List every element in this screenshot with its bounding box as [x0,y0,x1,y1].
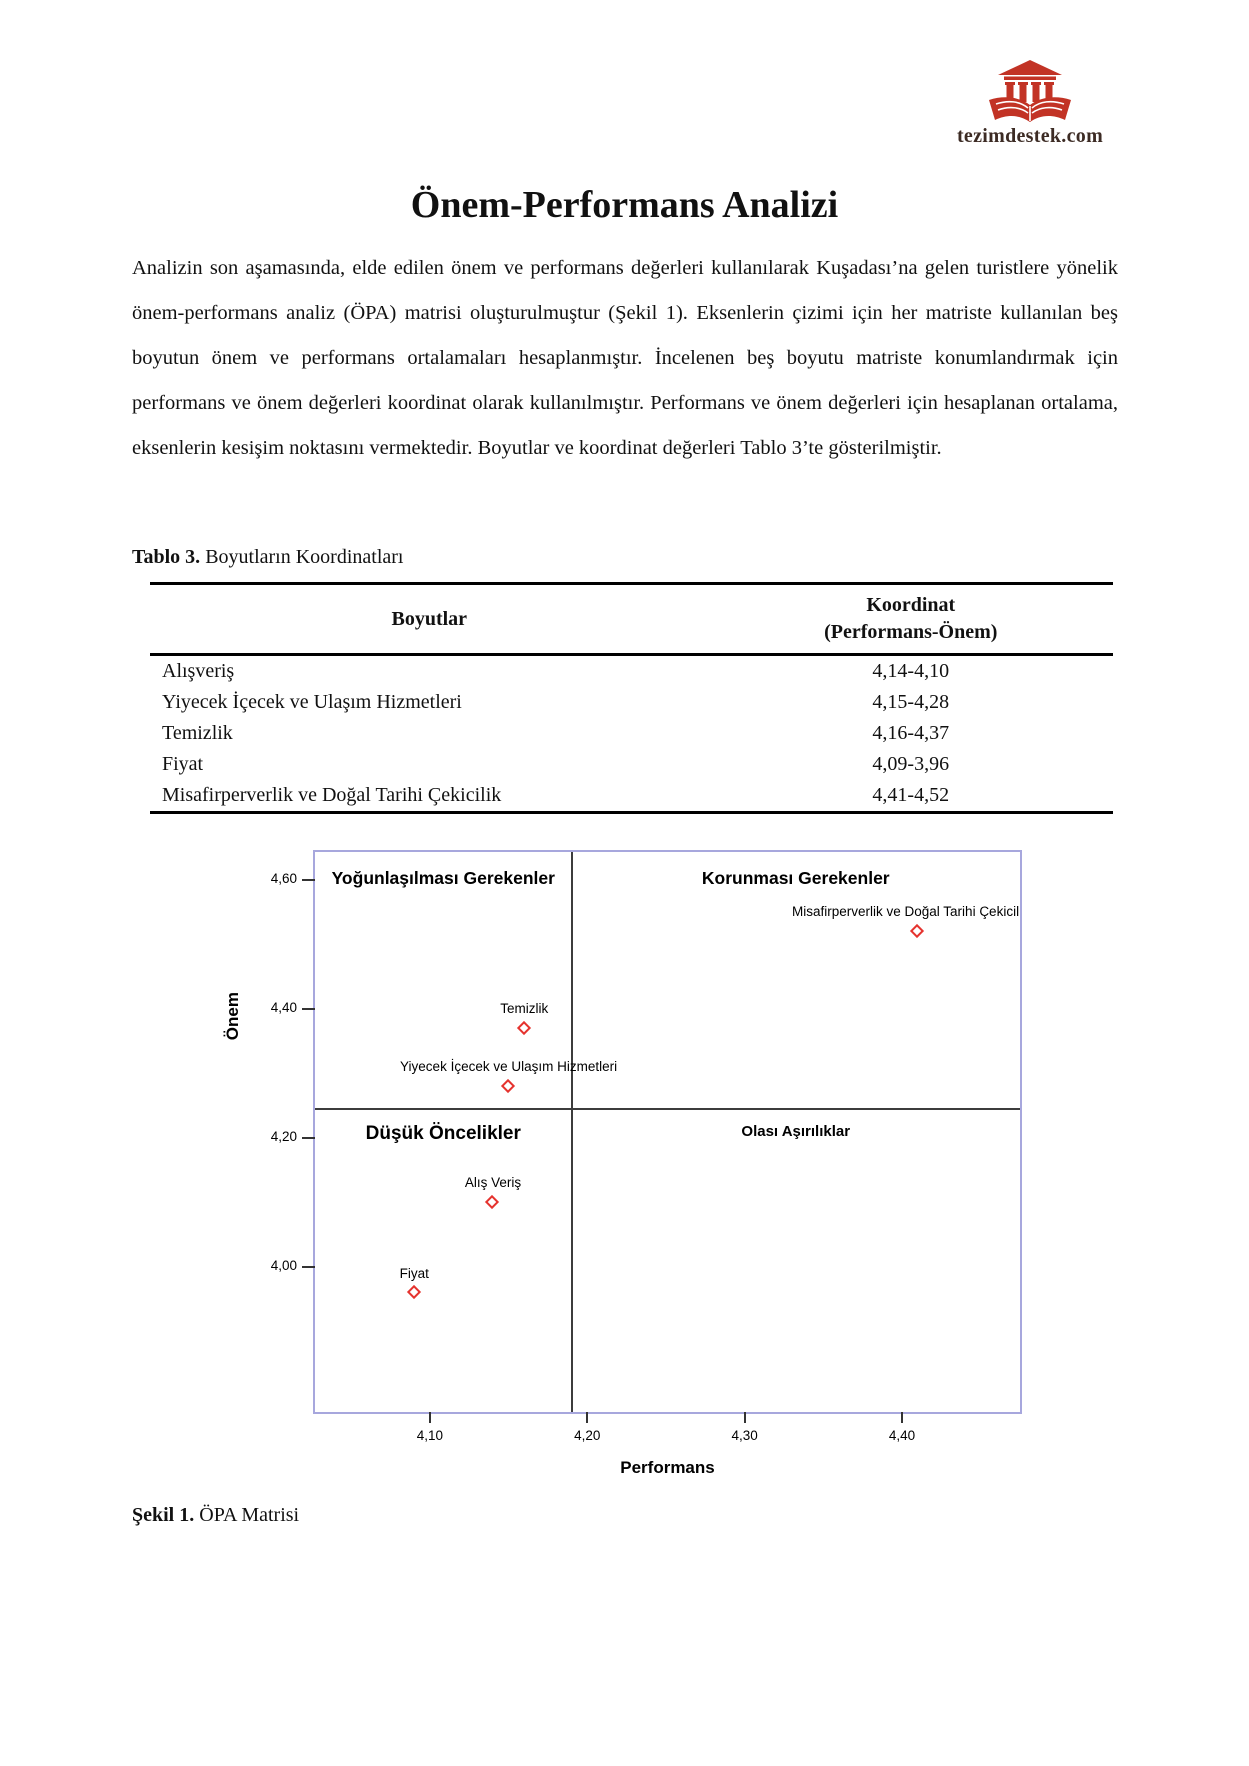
cell-boyut: Yiyecek İçecek ve Ulaşım Hizmetleri [162,691,462,713]
y-reference-line [315,1108,1020,1110]
cell-boyut: Temizlik [162,722,233,744]
x-tick-label: 4,20 [574,1428,601,1443]
quadrant-label-top-right: Korunması Gerekenler [701,868,890,888]
table-caption-label: Tablo 3. [132,546,201,568]
temple-book-logo-icon [982,58,1078,124]
data-point-marker [407,1285,421,1299]
y-tick-mark [302,879,315,881]
x-tick-label: 4,10 [416,1428,444,1443]
cell-boyut: Alışveriş [162,660,235,682]
x-tick-mark [429,1412,431,1423]
x-tick-mark [901,1412,903,1423]
page-title: Önem-Performans Analizi [410,184,839,226]
table-caption [132,546,403,569]
y-tick-label: 4,40 [270,999,297,1015]
quadrant-label-top-left: Yoğunlaşılması Gerekenler [331,868,555,888]
figure-caption-label: Şekil 1. [132,1504,195,1526]
data-point-marker [485,1195,499,1209]
x-tick-mark [586,1412,588,1423]
site-logo [950,58,1110,148]
figure-caption-text: ÖPA Matrisi [194,1504,300,1526]
y-tick-label: 4,00 [270,1257,297,1273]
table-row [150,687,1113,718]
cell-koordinat: 4,15-4,28 [872,691,950,713]
table-row [150,718,1113,749]
body-paragraph: Analizin son aşamasında, elde edilen önem ve performans değerleri kullanılarak Kuşadası’na gelen turistlere yönelik önem-performans analiz (ÖPA) matrisi oluşturulmuştur (Şekil 1). Eksenlerin çizimi için her matriste kullanılan beş boyutun önem ve performans ortalamaları hesaplanmıştır. İncelenen beş boyutu matriste konumlandırmak için performans ve önem değerleri koordinat olarak kullanılmıştır. Performans ve önem değerleri için hesaplanan ortalama, eksenlerin kesişim noktasını vermektedir. Boyutlar ve koordinat değerleri Tablo 3’te gösterilmiştir. [132,257,1118,459]
table-row [150,780,1113,813]
x-tick-mark [744,1412,746,1423]
plot-area [315,852,1020,1412]
quadrant-label-bottom-right: Olası Aşırılıklar [741,1122,851,1140]
y-tick-label: 4,60 [270,870,297,886]
cell-boyut: Fiyat [162,753,204,775]
cell-boyut: Misafirperverlik ve Doğal Tarihi Çekicilik [162,784,502,806]
table-row [150,749,1113,780]
cell-koordinat: 4,14-4,10 [872,660,950,682]
table-row [150,655,1113,688]
data-point-label: Yiyecek İçecek ve Ulaşım Hizmetleri [400,1059,618,1075]
y-tick-mark [302,1266,315,1268]
x-tick-label: 4,40 [888,1428,916,1443]
y-tick-label: 4,20 [270,1128,297,1144]
coordinates-table [150,582,1113,814]
data-point-label: Temizlik [500,1001,549,1017]
column-header-koordinat: Koordinat (Performans-Önem) [824,594,998,643]
table-caption-text: Boyutların Koordinatları [200,546,404,568]
cell-koordinat: 4,16-4,37 [872,722,950,744]
data-point-label: Fiyat [399,1265,429,1281]
y-tick-mark [302,1137,315,1139]
table-header-row [150,584,1113,655]
data-point-marker [501,1079,515,1093]
logo-text: tezimdestek.com [956,125,1104,147]
column-header-boyutlar: Boyutlar [391,607,468,630]
x-tick-label: 4,30 [731,1428,758,1443]
figure-caption [132,1504,299,1527]
data-point-label: Alış Veriş [464,1175,522,1191]
opa-matrix-chart [223,850,1022,1477]
quadrant-label-bottom-left: Düşük Öncelikler [365,1122,521,1144]
data-point-marker [517,1021,531,1035]
data-point-label: Misafirperverlik ve Doğal Tarihi Çekicil [792,904,1020,920]
data-point-marker [910,924,924,938]
y-tick-mark [302,1008,315,1010]
x-axis-title: Performans [620,1458,715,1477]
cell-koordinat: 4,09-3,96 [872,753,950,775]
cell-koordinat: 4,41-4,52 [872,784,950,806]
y-axis-title: Önem [223,992,242,1041]
